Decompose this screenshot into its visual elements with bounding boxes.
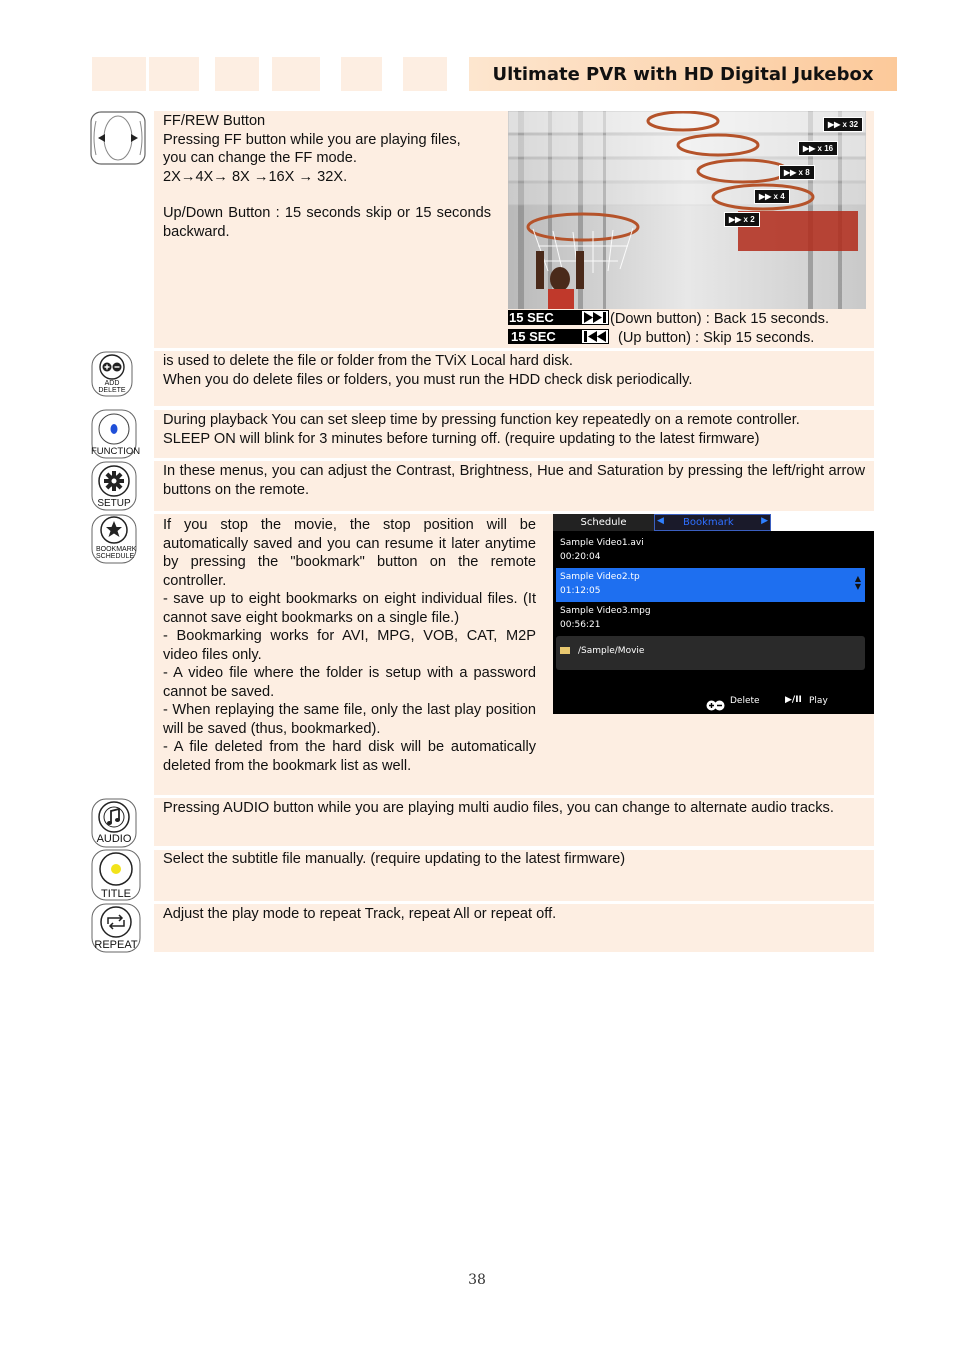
speed-badge-8: ▶▶ x 8 (779, 165, 815, 180)
skip-back-icon (582, 330, 608, 343)
header-title: Ultimate PVR with HD Digital Jukebox (469, 57, 897, 91)
bookmark-button-icon (91, 514, 137, 564)
repeat-text: Adjust the play mode to repeat Track, repeat All or repeat off. (163, 906, 557, 922)
updown-text: Up/Down Button : 15 seconds skip or 15 seconds backward. (163, 205, 491, 240)
bookmark-item-3-name: Sample Video3.mpg (560, 606, 651, 616)
page-number: 38 (468, 1272, 486, 1288)
repeat-button-icon (91, 903, 141, 953)
function-icon-label: FUNCTION (91, 446, 141, 457)
audio-icon-label: AUDIO (96, 833, 132, 845)
ffrew-title: FF/REW Button (163, 113, 266, 129)
bookmark-item-3[interactable] (556, 602, 865, 636)
skip-forward-sec-label: 15 SEC (511, 329, 556, 344)
folder-icon (560, 647, 570, 654)
bookmark-screen (553, 514, 874, 714)
bookmark-para-1: If you stop the movie, the stop position will be automatically saved and you can resume it later anytime by pressing the "bookmark" button on the remote controller. (163, 517, 536, 589)
bookmark-icon-label: BOOKMARK SCHEDULE (96, 546, 137, 560)
bookmark-text (163, 516, 536, 775)
title-text: Select the subtitle file manually. (require updating to the latest firmware) (163, 851, 626, 867)
tab-bookmark-wrap (654, 514, 771, 531)
function-button-icon (91, 409, 141, 459)
bookmark-para-3: - Bookmarking works for AVI, MPG, VOB, CAT, M2P video files only. (163, 628, 536, 663)
delete-hint-icon (706, 696, 725, 715)
bookmark-para-6: - A file deleted from the hard disk will be automatically deleted from the bookmark list as well. (163, 739, 536, 774)
ffrew-text (163, 112, 491, 186)
header-deco-1 (92, 57, 146, 91)
audio-button-icon (91, 798, 137, 848)
bookmark-item-2[interactable] (556, 568, 865, 602)
bookmark-item-1[interactable] (556, 534, 865, 568)
scroll-updown-icon: ▲ ▼ (854, 574, 861, 591)
delete-hint-label: Delete (730, 696, 760, 706)
delete-line-2: When you do delete files or folders, you must run the HDD check disk periodically. (163, 371, 693, 388)
bookmark-para-4: - A video file where the folder is setup with a password cannot be saved. (163, 665, 536, 700)
bookmark-item-2-name: Sample Video2.tp (560, 572, 640, 582)
play-pause-icon: ▶/II (785, 695, 802, 705)
tab-right-arrow-icon: ▶ (761, 516, 768, 526)
skip-forward-icon (582, 311, 608, 324)
down-caption: (Down button) : Back 15 seconds. (610, 311, 830, 327)
repeat-icon-label: REPEAT (94, 939, 138, 951)
function-line-2: SLEEP ON will blink for 3 minutes before turning off. (require updating to the latest firmware) (163, 430, 760, 447)
delete-text (163, 352, 692, 389)
skip-back-bar (508, 310, 609, 325)
bookmark-item-1-time: 00:20:04 (560, 552, 601, 562)
add-delete-button-icon (91, 351, 133, 397)
function-line-1: During playback You can set sleep time by pressing function key repeatedly on a remote controller. (163, 412, 800, 428)
audio-text: Pressing AUDIO button while you are playing multi audio files, you can change to alternate audio tracks. (163, 800, 834, 816)
folder-path: /Sample/Movie (578, 646, 645, 656)
bookmark-para-2: - save up to eight bookmarks on eight individual files. (It cannot save eight bookmarks on a single file.) (163, 591, 536, 626)
function-text (163, 411, 800, 448)
title-icon-label: TITLE (101, 888, 131, 900)
skip-back-sec-label: 15 SEC (509, 310, 554, 325)
setup-text: In these menus, you can adjust the Contrast, Brightness, Hue and Saturation by pressing the left/right arrow buttons on the remote. (163, 463, 865, 498)
tab-schedule[interactable]: Schedule (553, 514, 654, 531)
bookmark-para-5: - When replaying the same file, only the last play position will be saved (thus, bookmarked). (163, 702, 536, 737)
header-deco-4 (272, 57, 320, 91)
up-caption: (Up button) : Skip 15 seconds. (618, 330, 815, 346)
ffrew-line-2: you can change the FF mode. (163, 150, 357, 166)
header-deco-2 (149, 57, 199, 91)
bookmark-item-3-time: 00:56:21 (560, 620, 601, 630)
speed-badge-2: ▶▶ x 2 (724, 212, 760, 227)
play-hint-label: Play (809, 696, 828, 706)
ffrew-line-1: Pressing FF button while you are playing files, (163, 131, 461, 148)
bookmark-tabs-strip (771, 514, 874, 531)
setup-button-icon (91, 461, 137, 511)
ffrew-line-3: 2X→4X→ 8X →16X → 32X. (163, 168, 348, 185)
title-button-icon (91, 849, 141, 901)
add-delete-icon-label: ADD DELETE (98, 380, 126, 394)
bookmark-folder-row[interactable] (556, 636, 865, 670)
skip-forward-bar (508, 329, 609, 344)
delete-line-1: is used to delete the file or folder from the TViX Local hard disk. (163, 353, 573, 369)
header-deco-5 (341, 57, 382, 91)
tab-left-arrow-icon: ◀ (657, 516, 664, 526)
ffrew-button-icon (90, 111, 146, 165)
ff-speed-illustration (508, 111, 866, 309)
speed-badge-16: ▶▶ x 16 (798, 141, 838, 156)
speed-badge-4: ▶▶ x 4 (754, 189, 790, 204)
speed-badge-32: ▶▶ x 32 (823, 117, 863, 132)
bookmark-item-1-name: Sample Video1.avi (560, 538, 644, 548)
header-deco-3 (215, 57, 259, 91)
tab-bookmark[interactable]: Bookmark (683, 517, 734, 528)
header-deco-6 (403, 57, 447, 91)
bookmark-item-2-time: 01:12:05 (560, 586, 601, 596)
setup-icon-label: SETUP (97, 498, 131, 509)
